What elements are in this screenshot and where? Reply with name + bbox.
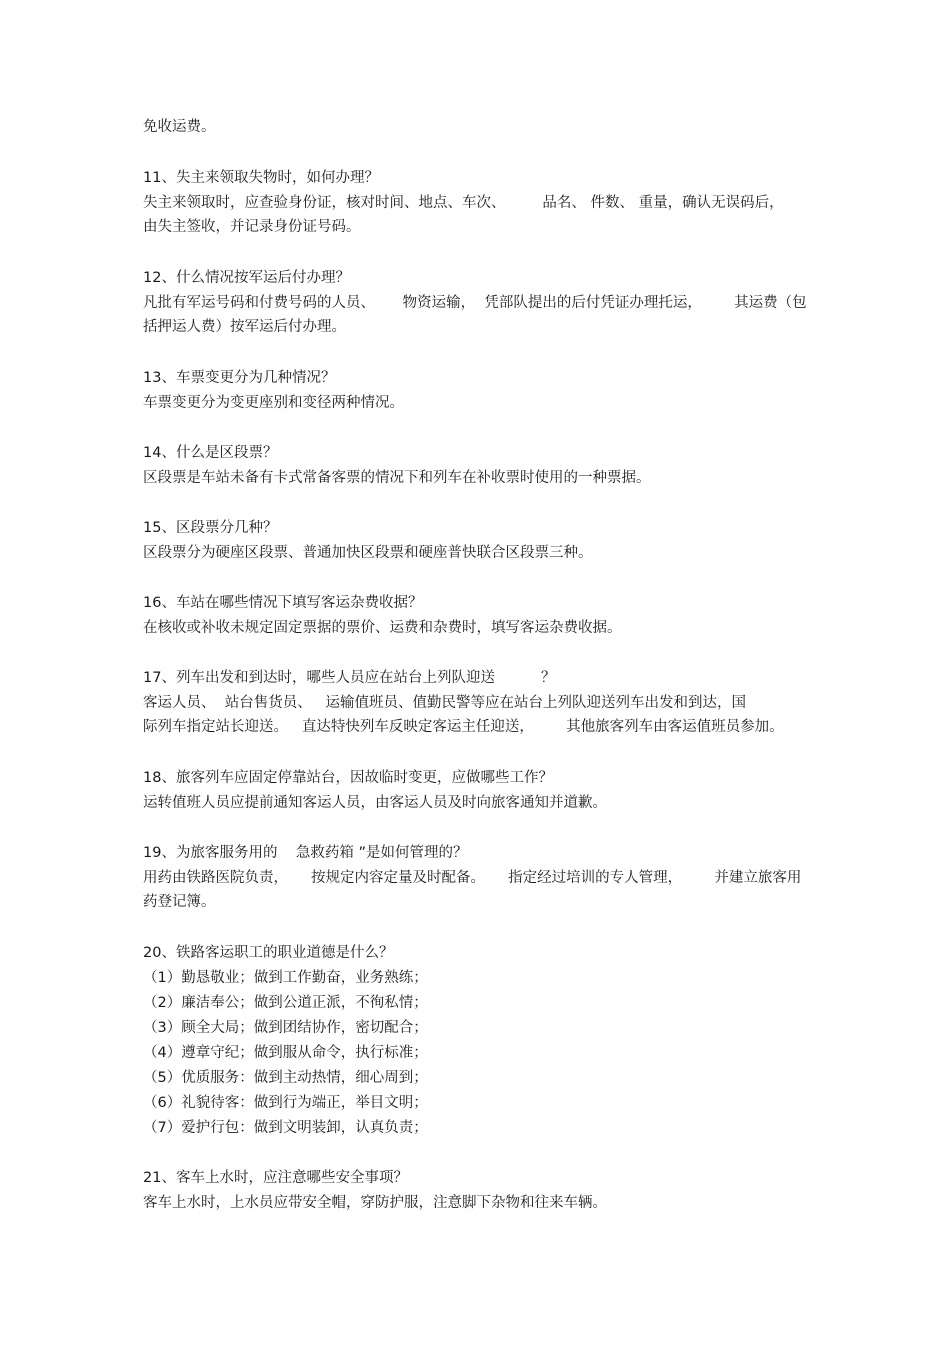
answer-18-line-1: 运转值班人员应提前通知客运人员，由客运人员及时向旅客通知并道歉。	[143, 795, 607, 811]
answer-20-item-7: （7）爱护行包：做到文明装卸，认真负责；	[143, 1120, 428, 1136]
text-line: 免收运费。	[143, 119, 216, 135]
question-11-heading: 11、失主来领取失物时，如何办理？	[143, 170, 379, 186]
answer-13-line-1: 车票变更分为变更座别和变径两种情况。	[143, 395, 404, 411]
question-12-heading: 12、什么情况按军运后付办理？	[143, 270, 350, 286]
answer-14-line-1: 区段票是车站未备有卡式常备客票的情况下和列车在补收票时使用的一种票据。	[143, 470, 651, 486]
answer-20-item-3: （3）顾全大局；做到团结协作，密切配合；	[143, 1020, 428, 1036]
question-19-heading: 19、为旅客服务用的 急救药箱 ”是如何管理的？	[143, 845, 468, 861]
answer-20-item-6: （6）礼貌待客：做到行为端正，举目文明；	[143, 1095, 428, 1111]
answer-19-line-2: 药登记簿。	[143, 894, 216, 910]
answer-11-line-2: 由失主签收，并记录身份证号码。	[143, 219, 361, 235]
answer-19-line-1: 用药由铁路医院负责， 按规定内容定量及时配备。 指定经过培训的专人管理， 并建立旅客用	[143, 870, 802, 886]
question-13-heading: 13、车票变更分为几种情况？	[143, 370, 336, 386]
question-18-heading: 18、旅客列车应固定停靠站台，因故临时变更，应做哪些工作？	[143, 770, 553, 786]
question-14-heading: 14、什么是区段票？	[143, 445, 278, 461]
question-17-heading: 17、列车出发和到达时，哪些人员应在站台上列队迎送 ？	[143, 670, 556, 686]
answer-12-line-1: 凡批有军运号码和付费号码的人员、 物资运输， 凭部队提出的后付凭证办理托运， 其运费（包	[143, 295, 807, 311]
answer-21-line-1: 客车上水时，上水员应带安全帽，穿防护服，注意脚下杂物和往来车辆。	[143, 1195, 607, 1211]
answer-17-line-1: 客运人员、 站台售货员、 运输值班员、值勤民警等应在站台上列队迎送列车出发和到达，国	[143, 695, 747, 711]
question-21-heading: 21、客车上水时，应注意哪些安全事项？	[143, 1170, 408, 1186]
answer-11-line-1: 失主来领取时，应查验身份证，核对时间、地点、车次、 品名、 件数、 重量，确认无误码后，	[143, 195, 784, 211]
question-16-heading: 16、车站在哪些情况下填写客运杂费收据？	[143, 595, 423, 611]
answer-12-line-2: 括押运人费）按军运后付办理。	[143, 319, 346, 335]
answer-17-line-2: 际列车指定站长迎送。 直达特快列车反映定客运主任迎送， 其他旅客列车由客运值班员参加。	[143, 719, 784, 735]
answer-20-item-5: （5）优质服务：做到主动热情，细心周到；	[143, 1070, 428, 1086]
question-15-heading: 15、区段票分几种？	[143, 520, 278, 536]
answer-20-item-4: （4）遵章守纪；做到服从命令，执行标准；	[143, 1045, 428, 1061]
answer-16-line-1: 在核收或补收未规定固定票据的票价、运费和杂费时，填写客运杂费收据。	[143, 620, 622, 636]
answer-20-item-2: （2）廉洁奉公；做到公道正派，不徇私情；	[143, 995, 428, 1011]
answer-15-line-1: 区段票分为硬座区段票、普通加快区段票和硬座普快联合区段票三种。	[143, 545, 593, 561]
question-20-heading: 20、铁路客运职工的职业道德是什么？	[143, 945, 394, 961]
answer-20-item-1: （1）勤恳敬业；做到工作勤奋，业务熟练；	[143, 970, 428, 986]
